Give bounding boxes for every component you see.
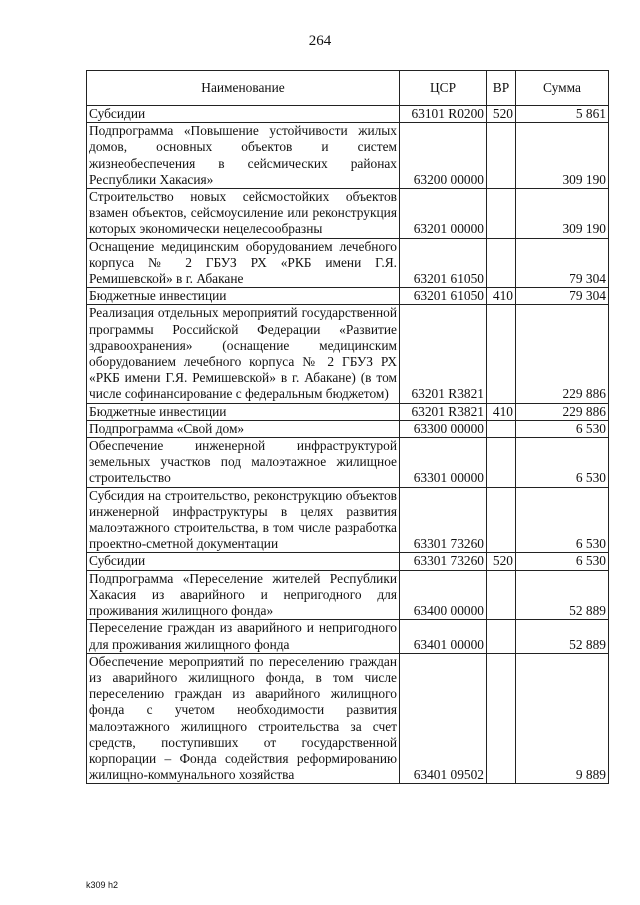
- cell-csr: 63401 09502: [400, 653, 487, 784]
- cell-name: Бюджетные инвестиции: [87, 288, 400, 305]
- cell-sum: 309 190: [516, 189, 609, 239]
- table-row: [87, 570, 609, 620]
- cell-vr: [487, 653, 516, 784]
- cell-csr: 63301 73260: [400, 553, 487, 570]
- cell-name: Переселение граждан из аварийного и непригодного для проживания жилищного фонда: [87, 620, 400, 653]
- cell-sum: 6 530: [516, 438, 609, 488]
- cell-csr: 63401 00000: [400, 620, 487, 653]
- cell-name: Субсидии: [87, 106, 400, 123]
- cell-csr: 63200 00000: [400, 123, 487, 189]
- cell-csr: 63301 73260: [400, 487, 487, 553]
- cell-sum: 6 530: [516, 420, 609, 437]
- table-row: [87, 106, 609, 123]
- cell-csr: 63300 00000: [400, 420, 487, 437]
- cell-name: Обеспечение инженерной инфраструктурой земельных участков под малоэтажное жилищное строительство: [87, 438, 400, 488]
- cell-csr: 63101 R0200: [400, 106, 487, 123]
- cell-vr: [487, 189, 516, 239]
- table-row: [87, 420, 609, 437]
- cell-name: Строительство новых сейсмостойких объектов взамен объектов, сейсмоусиление или реконструкция которых экономически нецелесообразны: [87, 189, 400, 239]
- cell-csr: 63400 00000: [400, 570, 487, 620]
- cell-name: Обеспечение мероприятий по переселению граждан из аварийного жилищного фонда, в том числе переселению граждан из аварийного жилищного фонда с учетом необходимости развития малоэтажного жилищного строительства за счет средств, поступивших от государственной корпорации – Фонда содействия реформированию жилищно-коммунального хозяйства: [87, 653, 400, 784]
- page-number: 264: [308, 33, 332, 49]
- cell-sum: 79 304: [516, 288, 609, 305]
- cell-vr: [487, 438, 516, 488]
- cell-vr: [487, 487, 516, 553]
- cell-sum: 9 889: [516, 653, 609, 784]
- cell-vr: [487, 123, 516, 189]
- table-row: [87, 553, 609, 570]
- cell-csr: 63201 R3821: [400, 305, 487, 403]
- cell-csr: 63201 00000: [400, 189, 487, 239]
- cell-vr: [487, 620, 516, 653]
- cell-name: Реализация отдельных мероприятий государственной программы Российской Федерации «Развитие здравоохранения» (оснащение медицинским оборудованием лечебного корпуса № 2 ГБУЗ РХ «РКБ имени Г.Я. Ремишевской» в г. Абакане) (в том числе софинансирование с федеральным бюджетом): [87, 305, 400, 403]
- table-row: [87, 305, 609, 403]
- cell-sum: 79 304: [516, 238, 609, 288]
- cell-name: Подпрограмма «Повышение устойчивости жилых домов, основных объектов и систем жизнеобеспечения в сейсмических районах Республики Хакасия»: [87, 123, 400, 189]
- cell-name: Субсидии: [87, 553, 400, 570]
- table-row: [87, 620, 609, 653]
- cell-sum: 6 530: [516, 487, 609, 553]
- cell-name: Субсидия на строительство, реконструкцию объектов инженерной инфраструктуры в целях развития малоэтажного строительства, в том числе разработка проектно-сметной документации: [87, 487, 400, 553]
- table-row: [87, 238, 609, 288]
- cell-sum: 229 886: [516, 305, 609, 403]
- cell-vr: 520: [487, 553, 516, 570]
- cell-name: Оснащение медицинским оборудованием лечебного корпуса № 2 ГБУЗ РХ «РКБ имени Г.Я. Ремишевской» в г. Абакане: [87, 238, 400, 288]
- table-row: [87, 403, 609, 420]
- cell-vr: [487, 305, 516, 403]
- column-header-sum: Сумма: [516, 71, 609, 106]
- cell-name: Подпрограмма «Свой дом»: [87, 420, 400, 437]
- cell-sum: 6 530: [516, 553, 609, 570]
- cell-sum: 309 190: [516, 123, 609, 189]
- cell-name: Подпрограмма «Переселение жителей Республики Хакасия из аварийного и непригодного для проживания жилищного фонда»: [87, 570, 400, 620]
- cell-csr: 63201 R3821: [400, 403, 487, 420]
- cell-csr: 63301 00000: [400, 438, 487, 488]
- column-header-name: Наименование: [87, 71, 400, 106]
- cell-vr: 520: [487, 106, 516, 123]
- table-row: [87, 189, 609, 239]
- cell-sum: 5 861: [516, 106, 609, 123]
- cell-vr: 410: [487, 288, 516, 305]
- footer-code: k309 h2: [86, 880, 119, 890]
- table-row: [87, 653, 609, 784]
- cell-vr: [487, 570, 516, 620]
- table-row: [87, 288, 609, 305]
- cell-vr: [487, 238, 516, 288]
- table-row: [87, 123, 609, 189]
- table-header-row: [87, 71, 609, 106]
- cell-sum: 52 889: [516, 620, 609, 653]
- table-row: [87, 487, 609, 553]
- table-row: [87, 438, 609, 488]
- column-header-vr: ВР: [487, 71, 516, 106]
- cell-vr: [487, 420, 516, 437]
- cell-csr: 63201 61050: [400, 288, 487, 305]
- cell-sum: 229 886: [516, 403, 609, 420]
- cell-sum: 52 889: [516, 570, 609, 620]
- budget-table: [86, 70, 609, 784]
- column-header-csr: ЦСР: [400, 71, 487, 106]
- cell-csr: 63201 61050: [400, 238, 487, 288]
- cell-name: Бюджетные инвестиции: [87, 403, 400, 420]
- cell-vr: 410: [487, 403, 516, 420]
